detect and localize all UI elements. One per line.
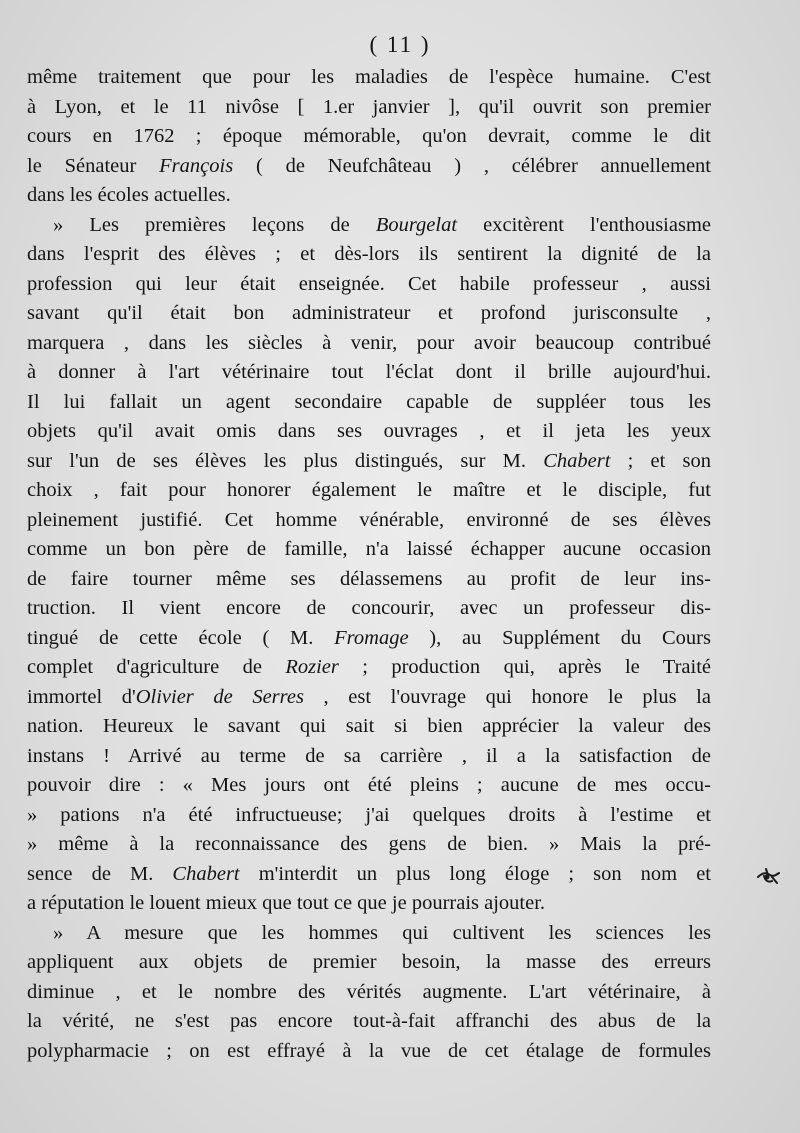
- text-line: [27, 978, 711, 1008]
- text-segment: marquera , dans les siècles à venir, pour avoir beaucoup contribué: [27, 331, 711, 354]
- text-line: [27, 270, 711, 300]
- text-line: [27, 653, 711, 683]
- text-segment: complet d'agriculture de: [27, 656, 286, 678]
- text-segment: Il lui fallait un agent secondaire capable de suppléer tous les: [27, 390, 711, 413]
- text-line: [27, 801, 711, 831]
- text-line: [27, 93, 711, 123]
- text-line: [27, 152, 711, 182]
- text-line: [27, 240, 711, 270]
- text-segment: , est l'ouvrage qui honore le plus la: [303, 685, 711, 708]
- text-line: [27, 63, 711, 93]
- text-line: [27, 447, 711, 477]
- text-line: [27, 1037, 711, 1067]
- italic-name: Fromage: [334, 626, 409, 649]
- text-line: [27, 181, 711, 211]
- text-segment: choix , fait pour honorer également le maître et le disciple, fut: [27, 479, 711, 501]
- text-segment: cours en 1762 ; époque mémorable, qu'on devrait, comme le dit: [27, 125, 711, 147]
- text-line: [27, 919, 711, 949]
- text-segment: m'interdit un plus long éloge ; son nom et: [239, 862, 711, 885]
- text-segment: pouvoir dire : « Mes jours ont été pleins ; aucune de mes occu-: [27, 774, 711, 796]
- text-segment: même traitement que pour les maladies de l'espèce humaine. C'est: [27, 66, 711, 88]
- italic-name: Chabert: [172, 862, 240, 885]
- text-segment: objets qu'il avait omis dans ses ouvrages , et il jeta les yeux: [27, 420, 711, 442]
- text-line: [27, 742, 711, 772]
- text-segment: le Sénateur: [27, 154, 160, 177]
- text-line: [27, 358, 711, 388]
- italic-name: Rozier: [285, 656, 339, 678]
- text-segment: » même à la reconnaissance des gens de bien. » Mais la pré-: [27, 833, 711, 855]
- text-line: [27, 211, 711, 241]
- italic-name: François: [159, 154, 234, 177]
- text-segment: instans ! Arrivé au terme de sa carrière , il a la satisfaction de: [27, 744, 711, 767]
- text-line: [27, 535, 711, 565]
- text-segment: tingué de cette école ( M.: [27, 626, 335, 649]
- text-segment: polypharmacie ; on est effrayé à la vue de cet étalage de formules: [27, 1039, 711, 1062]
- text-line: [27, 476, 711, 506]
- text-line: [27, 830, 711, 860]
- text-segment: à Lyon, et le 11 nivôse [ 1.er janvier ], qu'il ouvrit son premier: [27, 95, 711, 118]
- text-segment: la vérité, ne s'est pas encore tout-à-fait affranchi des abus de la: [27, 1010, 711, 1032]
- text-segment: profession qui leur était enseignée. Cet habile professeur , aussi: [27, 272, 711, 295]
- text-segment: comme un bon père de famille, n'a laissé échapper aucune occasion: [27, 538, 711, 560]
- text-line: [27, 506, 711, 536]
- text-segment: immortel d': [27, 685, 136, 708]
- italic-name: Chabert: [543, 449, 611, 472]
- text-line: [27, 771, 711, 801]
- text-segment: savant qu'il était bon administrateur et profond jurisconsulte ,: [27, 302, 711, 324]
- text-segment: a réputation le louent mieux que tout ce que je pourrais ajouter.: [27, 892, 546, 914]
- text-segment: excitèrent l'enthousiasme: [457, 213, 711, 236]
- italic-name: Olivier de Serres: [135, 685, 304, 708]
- text-line: [27, 860, 711, 890]
- text-line: [27, 683, 711, 713]
- text-segment: dans les écoles actuelles.: [27, 184, 231, 206]
- text-line: [27, 122, 711, 152]
- text-segment: ; et son: [610, 449, 711, 472]
- text-segment: » pations n'a été infructueuse; j'ai quelques droits à l'estime et: [27, 803, 711, 826]
- text-line: [27, 329, 711, 359]
- text-line: [27, 624, 711, 654]
- text-line: [27, 565, 711, 595]
- text-segment: » A mesure que les hommes qui cultivent les sciences les: [53, 921, 711, 944]
- body-text: [27, 63, 711, 1066]
- text-segment: diminue , et le nombre des vérités augmente. L'art vétérinaire, à: [27, 980, 711, 1003]
- text-segment: » Les premières leçons de: [53, 213, 376, 236]
- text-segment: ), au Supplément du Cours: [408, 626, 711, 649]
- text-line: [27, 1007, 711, 1037]
- text-segment: sence de M.: [27, 862, 173, 885]
- text-segment: ( de Neufchâteau ) , célébrer annuellement: [233, 154, 711, 177]
- text-line: [27, 417, 711, 447]
- text-segment: ; production qui, après le Traité: [338, 656, 711, 678]
- text-line: [27, 299, 711, 329]
- text-segment: à donner à l'art vétérinaire tout l'éclat dont il brille aujourd'hui.: [27, 361, 711, 383]
- text-segment: truction. Il vient encore de concourir, avec un professeur dis-: [27, 597, 711, 619]
- text-line: [27, 889, 711, 919]
- ink-blot-mark: [752, 863, 782, 893]
- text-segment: sur l'un de ses élèves les plus distingués, sur M.: [27, 449, 544, 472]
- page-number: ( 11 ): [369, 32, 431, 57]
- text-line: [27, 948, 711, 978]
- text-segment: de faire tourner même ses délassemens au profit de leur ins-: [27, 567, 711, 590]
- text-segment: dans l'esprit des élèves ; et dès-lors ils sentirent la dignité de la: [27, 243, 711, 265]
- text-segment: nation. Heureux le savant qui sait si bien apprécier la valeur des: [27, 715, 711, 737]
- text-line: [27, 712, 711, 742]
- italic-name: Bourgelat: [375, 213, 458, 236]
- text-segment: pleinement justifié. Cet homme vénérable, environné de ses élèves: [27, 508, 711, 531]
- text-line: [27, 594, 711, 624]
- text-segment: appliquent aux objets de premier besoin, la masse des erreurs: [27, 951, 711, 973]
- text-line: [27, 388, 711, 418]
